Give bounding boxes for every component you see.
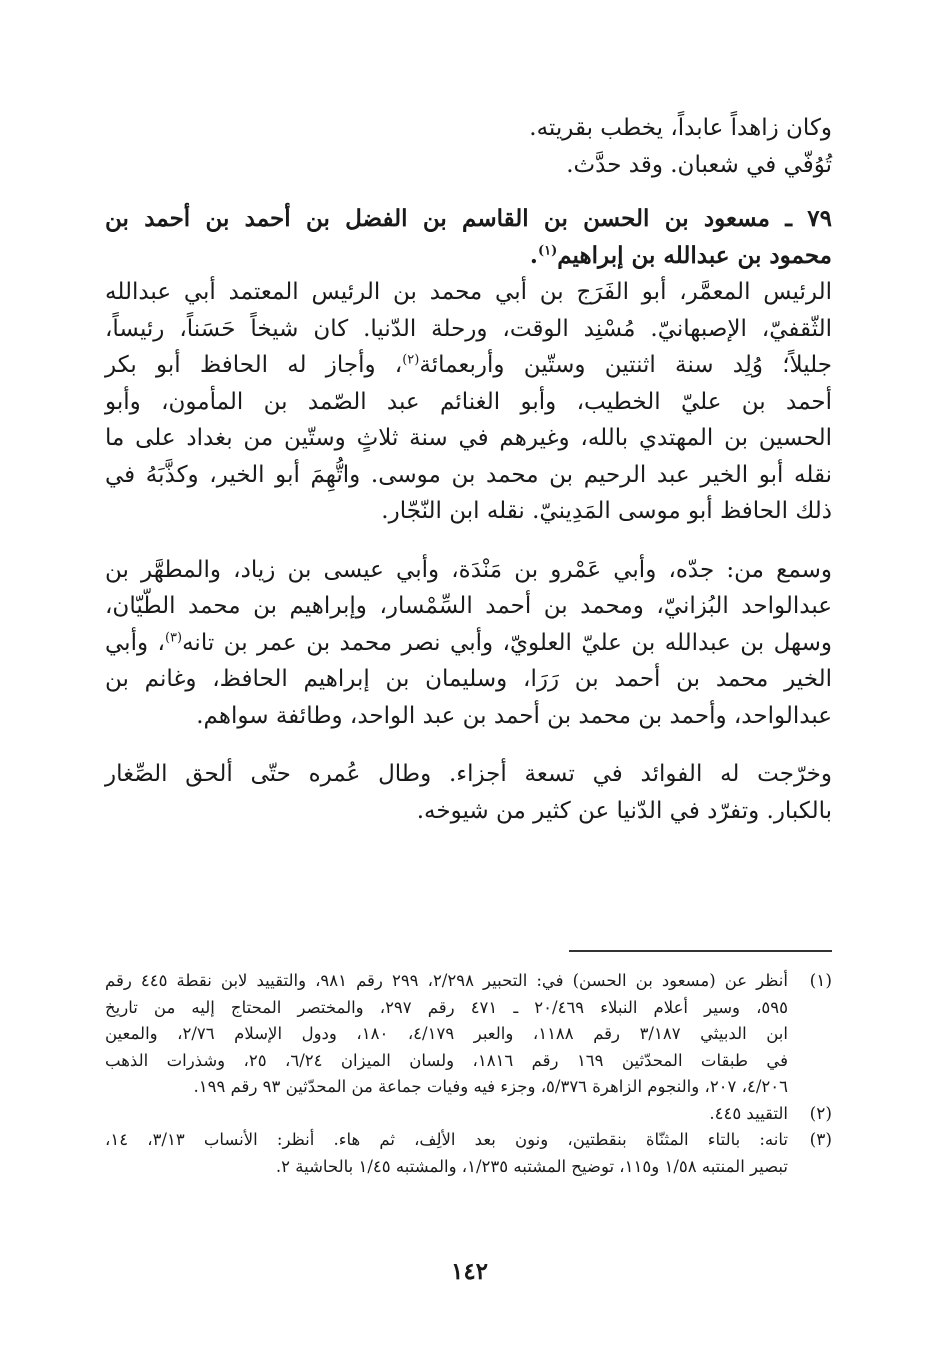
- main-text: [105, 110, 832, 829]
- footnote-separator: [569, 950, 832, 952]
- footnote: [105, 968, 832, 1101]
- paragraph-line: عبدالواحد، وأحمد بن محمد بن أحمد بن عبد الواحد، وطائفة سواهم.: [196, 702, 832, 729]
- footnote-body: [105, 1101, 788, 1128]
- entry-heading-end: .: [529, 241, 538, 269]
- paragraph-line: الثّقفيّ، الإصبهانيّ. مُسْنِد الوقت، ورحلة الدّنيا. كان شيخاً حَسَناً، رئيساً،: [105, 315, 832, 342]
- footnotes: [105, 968, 832, 1180]
- paragraph-line: الحسين بن المهتدي بالله، وغيرهم في سنة ثلاثٍ وستّين من بغداد على ما: [105, 425, 832, 451]
- footnote-line: ابن الدبيثي ٣/١٨٧ رقم ١١٨٨، والعبر ٤/١٧٩، ١٨٠، ودول الإسلام ٢/٧٦، والمعين: [105, 1024, 788, 1043]
- footnote-line: ٤/٢٠٦، ٢٠٧، والنجوم الزاهرة ٥/٣٧٦، وجزء فيه وفيات جماعة من المحدّثين ٩٣ رقم ١٩٩.: [193, 1077, 788, 1096]
- footnote: [105, 1101, 832, 1128]
- footnote-number: (٣): [809, 1130, 832, 1150]
- entry-heading-text: محمود بن عبدالله بن إبراهيم: [557, 241, 832, 269]
- intro-line: وكان زاهداً عابداً، يخطب بقريته.: [529, 115, 832, 141]
- footnote-reference: (٣): [164, 629, 183, 645]
- footnote-reference: (٢): [402, 352, 420, 368]
- paragraph-line: وسمع من: جدّه، وأبي عَمْرو بن مَنْدَة، وأبي عيسى بن زياد، والمطهَّر بن: [105, 556, 832, 583]
- footnote-body: [105, 968, 788, 1101]
- paragraph: [105, 552, 832, 735]
- footnote-line: ٥٩٥، وسير أعلام النبلاء ٢٠/٤٦٩ ـ ٤٧١ رقم ٢٩٧، والمختصر المحتاج إليه من تاريخ: [105, 997, 788, 1017]
- footnote-number: (١): [809, 971, 832, 991]
- paragraph-line: [105, 625, 832, 662]
- paragraph-line: بالكبار. وتفرّد في الدّنيا عن كثير من شيوخه.: [416, 797, 832, 824]
- paragraph-text: وسهل بن عبدالله بن عليّ العلويّ، وأبي نصر محمد بن عمر بن تانه: [182, 629, 832, 656]
- paragraph-line: نقله أبو الخير عبد الرحيم بن محمد بن موسى. واتُّهِمَ أبو الخير، وكذَّبَهُ في: [105, 461, 832, 488]
- page-number: ١٤٢: [450, 1258, 489, 1285]
- paragraph-text: ، وأجاز له الحافظ أبو بكر: [105, 352, 403, 378]
- entry-heading-line: ٧٩ ـ مسعود بن الحسن بن القاسم بن الفضل بن أحمد بن أحمد بن: [105, 205, 832, 232]
- footnote-line: تبصير المنتبه ١/٥٨ و١١٥، توضيح المشتبه ١/٢٣٥، والمشتبه ١/٤٥ بالحاشية ٢.: [275, 1156, 788, 1176]
- footnote-line: تانه: بالتاء المثنّاة بنقطتين، ونون بعد الألِف، ثم هاء. أنظر: الأنساب ٣/١٣، ١٤،: [105, 1130, 788, 1149]
- footnote-body: [105, 1127, 788, 1180]
- paragraph-line: [105, 347, 832, 384]
- paragraph-text: جليلاً؛ وُلِد سنة اثنتين وستّين وأربعمائة: [419, 352, 832, 378]
- footnote-line: أنظر عن (مسعود بن الحسن) في: التحبير ٢/٢٩٨، ٢٩٩ رقم ٩٨١، والتقييد لابن نقطة ٤٤٥ رقم: [105, 971, 788, 990]
- paragraph-line: وخرّجت له الفوائد في تسعة أجزاء. وطال عُمره حتّى ألحق الصِّغار: [105, 761, 832, 787]
- paragraph: [105, 274, 832, 530]
- paragraph: [105, 756, 832, 829]
- intro-line: تُوُفّي في شعبان. وقد حدَّث.: [566, 151, 832, 178]
- footnote-line: التقييد ٤٤٥.: [709, 1103, 788, 1123]
- paragraph-text: ، وأبي: [105, 629, 165, 656]
- paragraph-line: الرئيس المعمَّر، أبو الفَرَج بن أبي محمد بن الرئيس المعتمد أبي عبدالله: [105, 279, 832, 305]
- footnote: [105, 1127, 832, 1180]
- footnote-line: في طبقات المحدّثين ١٦٩ رقم ١٨١٦، ولسان الميزان ٦/٢٤، ٢٥، وشذرات الذهب: [105, 1050, 789, 1070]
- footnote-number: (٢): [809, 1103, 832, 1124]
- paragraph-line: عبدالواحد البُزانيّ، ومحمد بن أحمد السِّمْسار، وإبراهيم بن محمد الطّيّان،: [105, 593, 832, 619]
- entry-heading: [105, 201, 832, 274]
- paragraph-line: أحمد بن عليّ الخطيب، وأبو الغنائم عبد الصّمد بن المأمون، وأبو: [105, 388, 832, 415]
- paragraph-line: ذلك الحافظ أبو موسى المَدِينيّ. نقله ابن النّجّار.: [381, 498, 832, 524]
- entry-heading-line: [105, 238, 832, 275]
- paragraph-line: الخير محمد بن أحمد بن رَرَا، وسليمان بن إبراهيم الحافظ، وغانم بن: [105, 666, 832, 692]
- footnote-reference: (١): [537, 242, 558, 258]
